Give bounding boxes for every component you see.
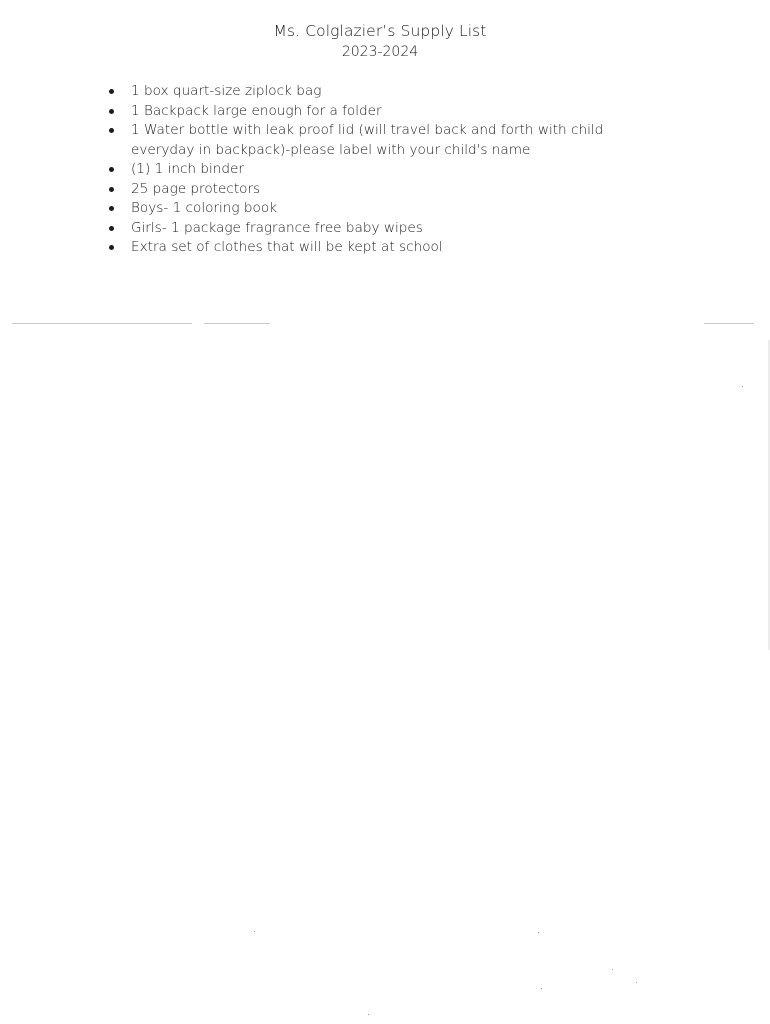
list-item: 1 Backpack large enough for a folder — [107, 102, 637, 122]
scan-artifact-line — [204, 323, 270, 324]
scan-speck — [636, 982, 637, 983]
list-item: Boys- 1 coloring book — [107, 199, 637, 219]
scan-speck — [612, 969, 613, 970]
list-item: 25 page protectors — [107, 180, 637, 200]
scan-speck — [541, 988, 542, 989]
list-item: Extra set of clothes that will be kept at school — [107, 238, 637, 258]
list-item: 1 box quart-size ziplock bag — [107, 82, 637, 102]
scan-speck — [254, 931, 255, 932]
scan-speck — [538, 932, 539, 933]
list-item: (1) 1 inch binder — [107, 160, 637, 180]
scan-speck — [368, 1014, 369, 1015]
school-year: 2023-2024 — [341, 44, 419, 60]
list-item: 1 Water bottle with leak proof lid (will travel back and forth with child everyday in backpack)-please label with your child's name — [107, 121, 637, 160]
scan-artifact-line — [704, 323, 754, 324]
scan-artifact-line — [12, 323, 192, 324]
supply-list — [107, 82, 637, 258]
scan-speck — [742, 386, 743, 387]
list-item: Girls- 1 package fragrance free baby wipes — [107, 219, 637, 239]
page-title: Ms. Colglazier’s Supply List — [273, 22, 487, 40]
